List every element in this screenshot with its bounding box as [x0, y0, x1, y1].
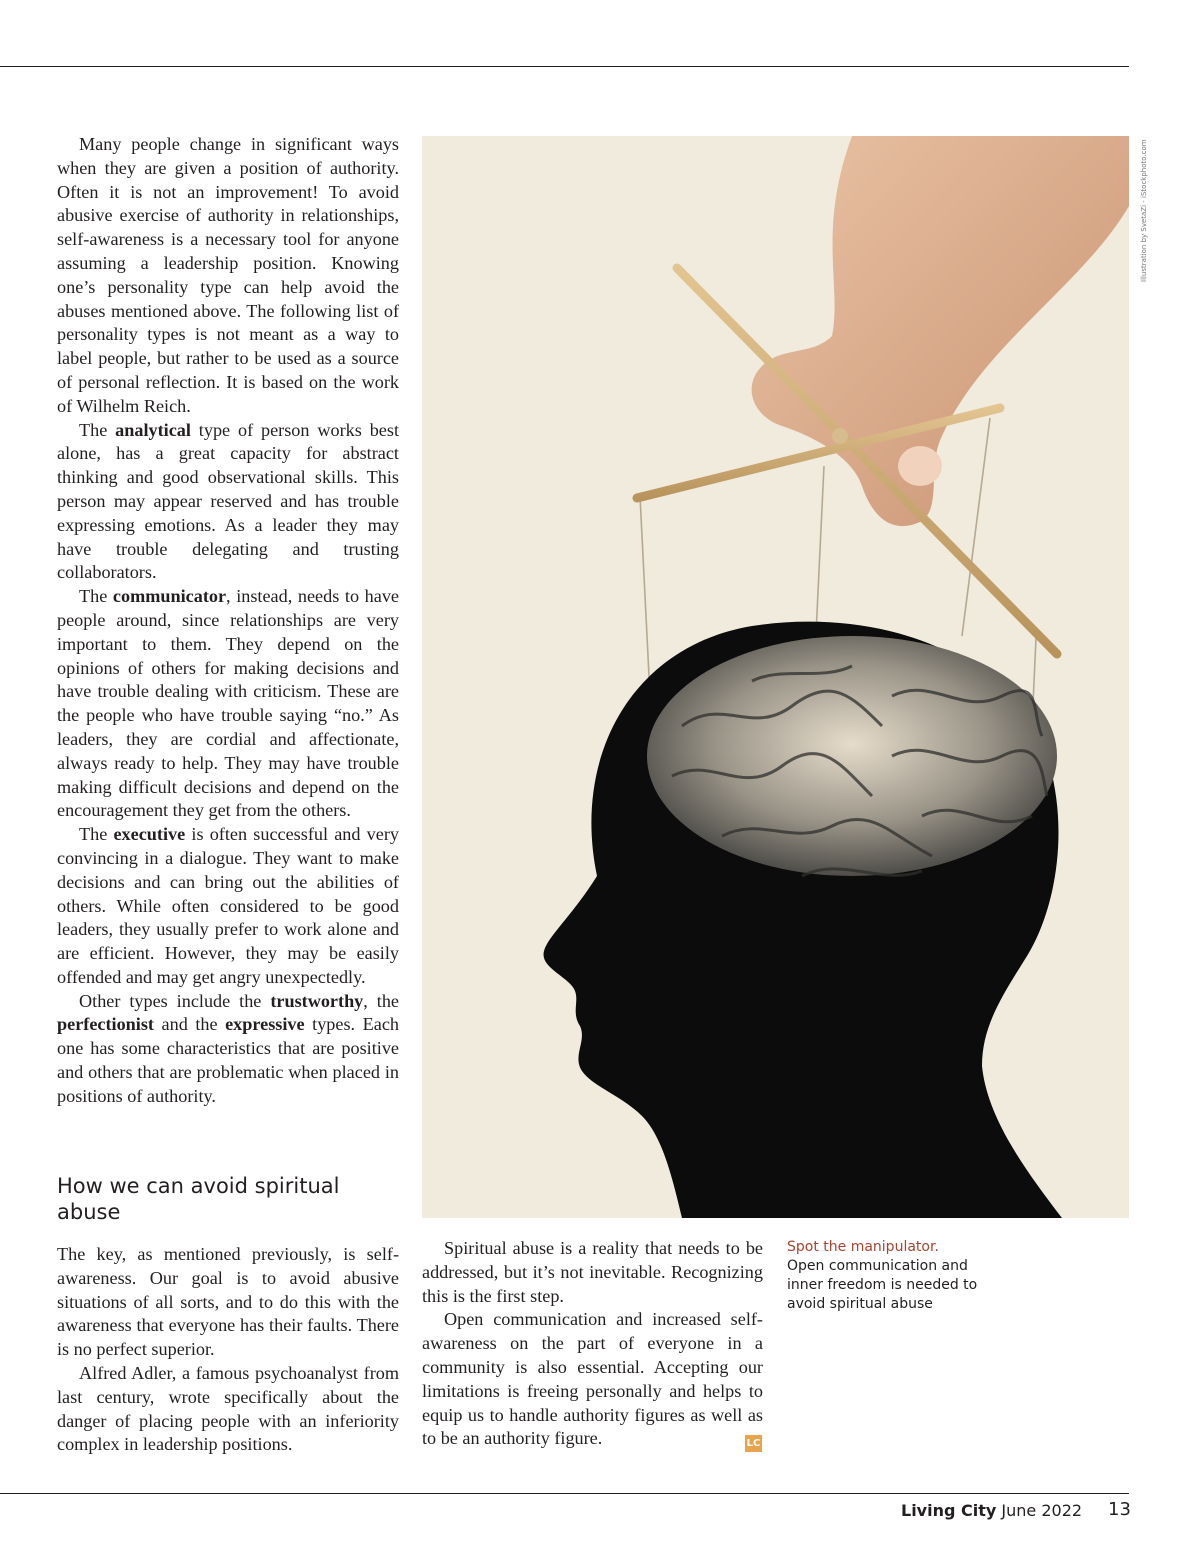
photo-caption: [787, 1238, 987, 1314]
top-rule: [0, 66, 1129, 67]
trustworthy-term: trustworthy: [270, 990, 364, 1011]
other-types-text: types. Each one has some characteristics that are positive and others that are problematic when placed in positions of authority.: [57, 1014, 399, 1106]
perfectionist-term: perfectionist: [57, 1014, 154, 1035]
intro-paragraph: Many people change in significant ways when they are given a position of authority. Often it is not an improvement! To avoid abusive exercise of authority in relationships, self-awareness is a necessary tool for anyone assuming a leadership position. Knowing one’s personality type can help avoid the abuses mentioned above. The following list of personality types is not meant as a way to label people, but rather to be used as a source of personal reflection. It is based on the work of Wilhelm Reich.: [57, 134, 399, 416]
other-types-sep1: , the: [363, 990, 399, 1011]
caption-body: Open communication and inner freedom is needed to avoid spiritual abuse: [787, 1258, 978, 1312]
puppet-brain-illustration: [422, 136, 1129, 1218]
analytical-term: analytical: [115, 419, 191, 440]
page-number: 13: [1108, 1499, 1131, 1520]
executive-text: is often successful and very convincing in a dialogue. They want to make decisions and can bring out the abilities of others. While often considered to be good leaders, they usually prefer to work alone and are efficient. However, they may be easily offended and may get angry unexpectedly.: [57, 824, 400, 987]
expressive-term: expressive: [225, 1014, 305, 1035]
issue-date: June 2022: [1001, 1501, 1083, 1520]
other-types-paragraph: [57, 990, 399, 1109]
other-types-lead: Other types include the: [79, 990, 271, 1011]
article-column-left: [57, 133, 399, 1109]
analytical-paragraph: [57, 419, 399, 586]
analytical-lead: The: [79, 419, 116, 440]
section-heading: How we can avoid spiritual abuse: [57, 1174, 340, 1224]
spiritual-paragraph: Spiritual abuse is a reality that needs to be addressed, but it’s not inevitable. Recognizing this is the first step.: [422, 1238, 763, 1306]
puppet-head-image: [422, 136, 1129, 1218]
open-paragraph: Open communication and increased self-awareness on the part of everyone in a community is also essential. Accepting our limitations is freeing personally and helps to equip us to handle authority figures as well as to be an authority figure.: [422, 1309, 763, 1449]
footer-magazine-info: [901, 1500, 1082, 1522]
key-paragraph: The key, as mentioned previously, is self-awareness. Our goal is to avoid abusive situations of all sorts, and to do this with the awareness that everyone has their faults. There is no perfect superior.: [57, 1244, 399, 1360]
caption-title: Spot the manipulator.: [787, 1239, 939, 1255]
communicator-term: communicator: [112, 586, 227, 607]
executive-lead: The: [79, 824, 114, 845]
article-column-middle: [422, 1237, 763, 1451]
bottom-rule: [0, 1493, 1129, 1494]
communicator-text: , instead, needs to have people around, since relationships are very important to them. They depend on the opinions of others for making decisions and have trouble dealing with criticism. These are the people who have trouble saying “no.” As leaders, they are cordial and affectionate, always ready to help. They may have trouble making difficult decisions and depend on the encouragement they get from the others.: [57, 586, 400, 821]
living-city-end-mark-icon: LC: [745, 1435, 762, 1452]
magazine-name: Living City: [901, 1501, 997, 1520]
photo-credit-text: Illustration by SvetaZi - iStockphoto.com: [1140, 139, 1148, 282]
executive-term: executive: [113, 824, 186, 845]
photo-credit: [1131, 139, 1148, 290]
adler-paragraph: Alfred Adler, a famous psychoanalyst from last century, wrote specifically about the danger of placing people with an inferiority complex in leadership positions.: [57, 1362, 399, 1455]
executive-paragraph: [57, 823, 399, 990]
article-column-left-bottom: [57, 1243, 399, 1457]
analytical-text: type of person works best alone, has a great capacity for abstract thinking and good observational skills. This person may appear reserved and has trouble expressing emotions. As a leader they may have trouble delegating and trusting collaborators.: [57, 419, 399, 583]
other-types-sep2: and the: [153, 1014, 226, 1035]
communicator-lead: The: [79, 586, 113, 607]
communicator-paragraph: [57, 585, 399, 823]
